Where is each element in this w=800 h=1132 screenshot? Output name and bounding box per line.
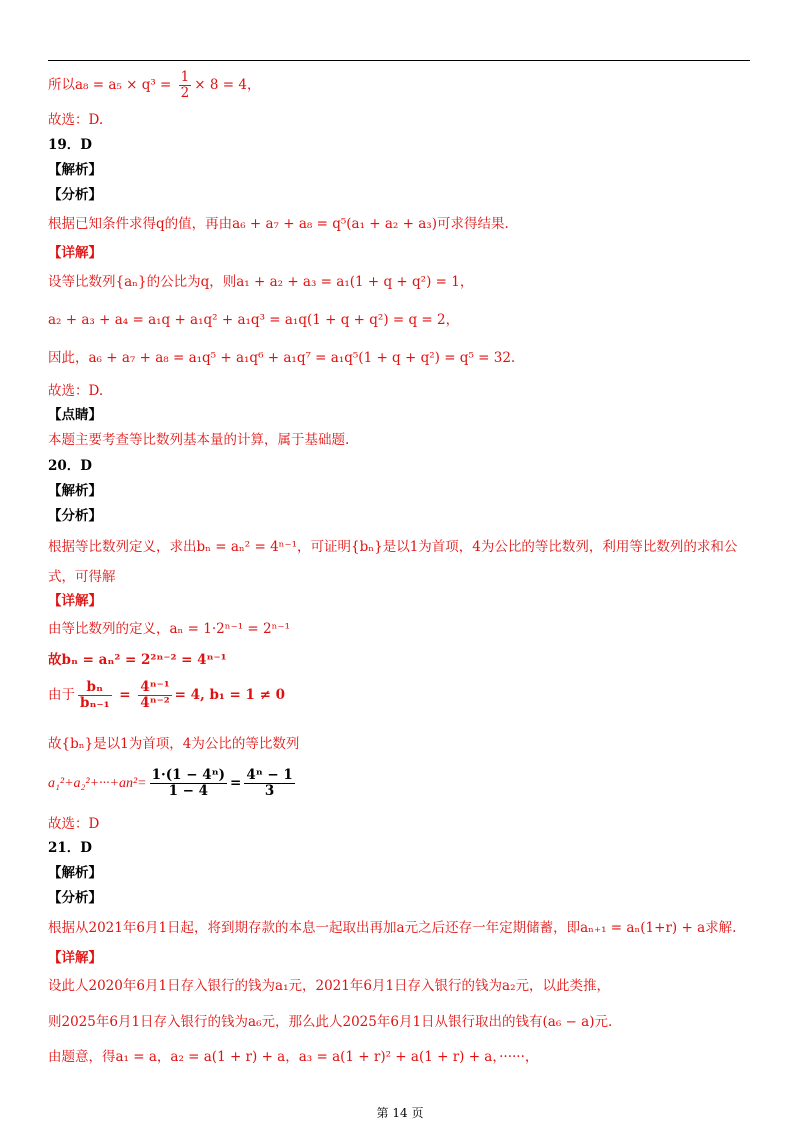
section-heading-analysis-21: 【解析】 [48,865,102,881]
text-line-25: 故选：D [48,816,100,832]
fraction-numerator: 4ⁿ⁻¹ [140,679,170,695]
text-line-17: 根据等比数列定义，求出bₙ = aₙ² = 4ⁿ⁻¹，可证明{bₙ}是以1为首项，4为公比的等比数列，利用等比数列的求和公 [48,539,738,555]
text-line-1 [48,70,752,101]
section-heading-fenxi: 【分析】 [48,187,102,203]
section-heading-fenxi-20: 【分析】 [48,508,102,524]
text-line-6: 根据已知条件求得q的值，再由a₆ + a₇ + a₈ = q⁵(a₁ + a₂ + a₃)可求得结果. [48,216,509,232]
fraction-denominator: 1 − 4 [168,783,209,799]
section-heading-fenxi-21: 【分析】 [48,890,102,906]
page-number: 第 14 页 [376,1106,424,1120]
line-1-part-b: × 8 = 4， [194,77,261,93]
text-line-11: 故选：D. [48,383,104,399]
line-22-prefix: 由于 [48,687,75,703]
text-line-21: 故bₙ = aₙ² = 2²ⁿ⁻² = 4ⁿ⁻¹ [48,652,227,668]
fraction-numerator: 4ⁿ − 1 [246,767,293,783]
line-24-prefix: a₁²+a₂²+···+an²= [48,776,147,791]
text-line-33: 由题意，得a₁ = a，a₂ = a(1 + r) + a，a₃ = a(1 + r)² + a(1 + r) + a，······， [48,1049,539,1065]
fraction-denominator: 3 [264,783,275,799]
text-line-24 [48,768,752,799]
fraction-numerator: 1·(1 − 4ⁿ) [151,767,225,783]
question-number-19: 19．D [48,137,92,153]
fraction-denominator: 4ⁿ⁻² [140,695,170,711]
fraction-denominator: 2 [180,85,190,101]
fraction-numerator: bₙ [78,680,112,696]
question-number-20: 20．D [48,458,92,474]
text-line-9: a₂ + a₃ + a₄ = a₁q + a₁q² + a₁q³ = a₁q(1 + q + q²) = q = 2， [48,312,460,328]
text-line-18: 式，可得解 [48,569,116,585]
line-22-suffix: = 4, b₁ = 1 ≠ 0 [174,687,286,703]
text-line-32: 则2025年6月1日存入银行的钱为a₆元，那么此人2025年6月1日从银行取出的钱有(a₆ − a)元. [48,1014,613,1030]
text-line-31: 设此人2020年6月1日存入银行的钱为a₁元，2021年6月1日存入银行的钱为a₂元，以此类推， [48,978,610,994]
text-line-23: 故{bₙ}是以1为首项，4为公比的等比数列 [48,736,300,752]
section-heading-analysis: 【解析】 [48,162,102,178]
fraction-power-ratio [138,680,171,711]
text-line-20: 由等比数列的定义，aₙ = 1·2ⁿ⁻¹ = 2ⁿ⁻¹ [48,621,290,637]
section-heading-detail: 【详解】 [48,245,102,261]
question-number-21: 21．D [48,840,92,856]
text-line-8: 设等比数列{aₙ}的公比为q，则a₁ + a₂ + a₃ = a₁(1 + q + q²) = 1， [48,274,474,290]
fraction-denominator: bₙ₋₁ [80,695,110,711]
header-rule [48,60,750,61]
section-heading-dianjing: 【点睛】 [48,407,102,423]
fraction-bn-ratio [78,680,112,711]
text-line-13: 本题主要考查等比数列基本量的计算，属于基础题. [48,432,350,448]
line-1-part-a: 所以a₈ = a₅ × q³ = [48,77,176,93]
fraction-result [244,768,295,799]
text-line-22: 由于 $\frac{\text{bₙ}}{\text{bₙ₋₁}}$ = $\frac{\text{4ⁿ⁻¹}}{\text{4ⁿ⁻²}}$ = 4, b₁ = 1 ≠ 0 [48,679,286,711]
section-heading-analysis-20: 【解析】 [48,483,102,499]
fraction-sum [150,768,227,799]
line-24-equals: = [230,775,242,791]
section-heading-detail-21: 【详解】 [48,950,102,966]
text-line-10: 因此，a₆ + a₇ + a₈ = a₁q⁵ + a₁q⁶ + a₁q⁷ = a₁q⁵(1 + q + q²) = q⁵ = 32. [48,350,516,366]
fraction-half [179,70,192,101]
fraction-numerator: 1 [180,69,190,85]
text-line-2: 故选：D. [48,112,104,128]
section-heading-detail-20: 【详解】 [48,593,102,609]
text-line-29: 根据从2021年6月1日起，将到期存款的本息一起取出再加a元之后还存一年定期储蓄，即aₙ₊₁ = aₙ(1+r) + a求解. [48,920,737,936]
